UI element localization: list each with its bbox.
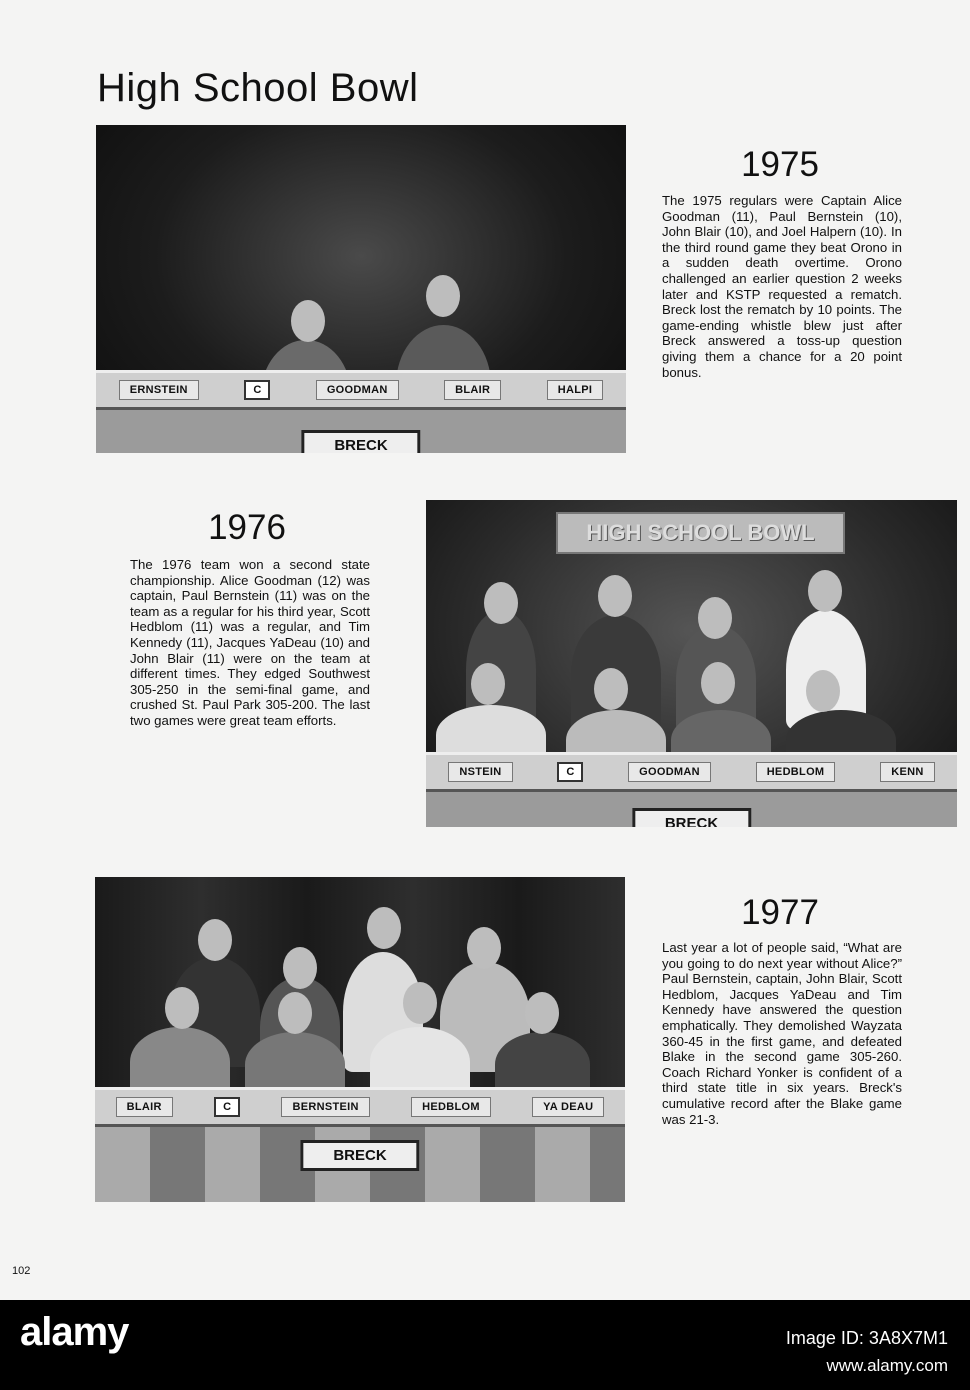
nameplate: BLAIR [444, 380, 501, 400]
caption-1975: The 1975 regulars were Captain Alice Goodman (11), Paul Bernstein (10), John Blair (10), and Joel Halpern (10). In the third round game they beat Orono in a sudden death overtime. Orono challenged an earlier question 2 weeks later and KSTP requested a rematch. Breck lost the rematch by 10 points. The game-ending whistle blew just after Breck answered a toss-up question giving them a chance for a 20 point bonus. [662, 193, 902, 380]
image-id: Image ID: 3A8X7M1 [785, 1328, 948, 1348]
nameplate: YA DEAU [532, 1097, 604, 1117]
captain-plate: C [244, 380, 270, 400]
nameplate: HALPI [547, 380, 604, 400]
name-desk [426, 752, 957, 792]
school-sign: BRECK [301, 430, 420, 453]
caption-1976: The 1976 team won a second state championship. Alice Goodman (12) was captain, Paul Bernstein (11) was on the team as a regular for his third year, Scott Hedblom (11) was a regular, and Tim Kennedy (11), Jacques YaDeau (10) and John Blair (11) were on the team at different times. They edged Southwest 305-250 in the semi-final game, and crushed St. Paul Park 305-200. The last two games were great team efforts. [130, 557, 370, 728]
nameplate: BERNSTEIN [281, 1097, 369, 1117]
captain-plate: C [557, 762, 583, 782]
nameplate: HEDBLOM [756, 762, 836, 782]
show-banner: HIGH SCHOOL BOWL [556, 512, 845, 554]
team-photo-1977 [95, 877, 625, 1202]
alamy-logo: alamy [20, 1310, 129, 1354]
nameplate: KENN [880, 762, 934, 782]
caption-1977: Last year a lot of people said, “What are you going to do next year without Alice?” Paul Bernstein, captain, John Blair, Scott Hedblom, Jacques YaDeau and Tim Kennedy have answered the question emphatically. They demolished Wayzata 360-45 in the first game, and defeated Blake in the second game 305-260. Coach Richard Yonker is confident of a third state title in six years. Breck's cumulative record after the Blake game was 21-3. [662, 940, 902, 1127]
name-desk [96, 370, 626, 410]
nameplate: ERNSTEIN [119, 380, 199, 400]
nameplate: BLAIR [116, 1097, 173, 1117]
page-number: 102 [12, 1265, 31, 1277]
nameplate: GOODMAN [316, 380, 399, 400]
nameplate: HEDBLOM [411, 1097, 491, 1117]
team-photo-1976 [426, 500, 957, 827]
team-photo-1975 [96, 125, 626, 453]
site-url: www.alamy.com [826, 1356, 948, 1375]
year-heading-1977: 1977 [741, 893, 819, 932]
nameplate: GOODMAN [628, 762, 711, 782]
year-heading-1976: 1976 [208, 508, 286, 547]
name-desk [95, 1087, 625, 1127]
watermark-footer [0, 1300, 970, 1390]
captain-plate: C [214, 1097, 240, 1117]
nameplate: NSTEIN [448, 762, 512, 782]
page-title: High School Bowl [97, 66, 419, 110]
year-heading-1975: 1975 [741, 145, 819, 184]
school-sign: BRECK [632, 808, 751, 827]
school-sign: BRECK [300, 1140, 419, 1171]
